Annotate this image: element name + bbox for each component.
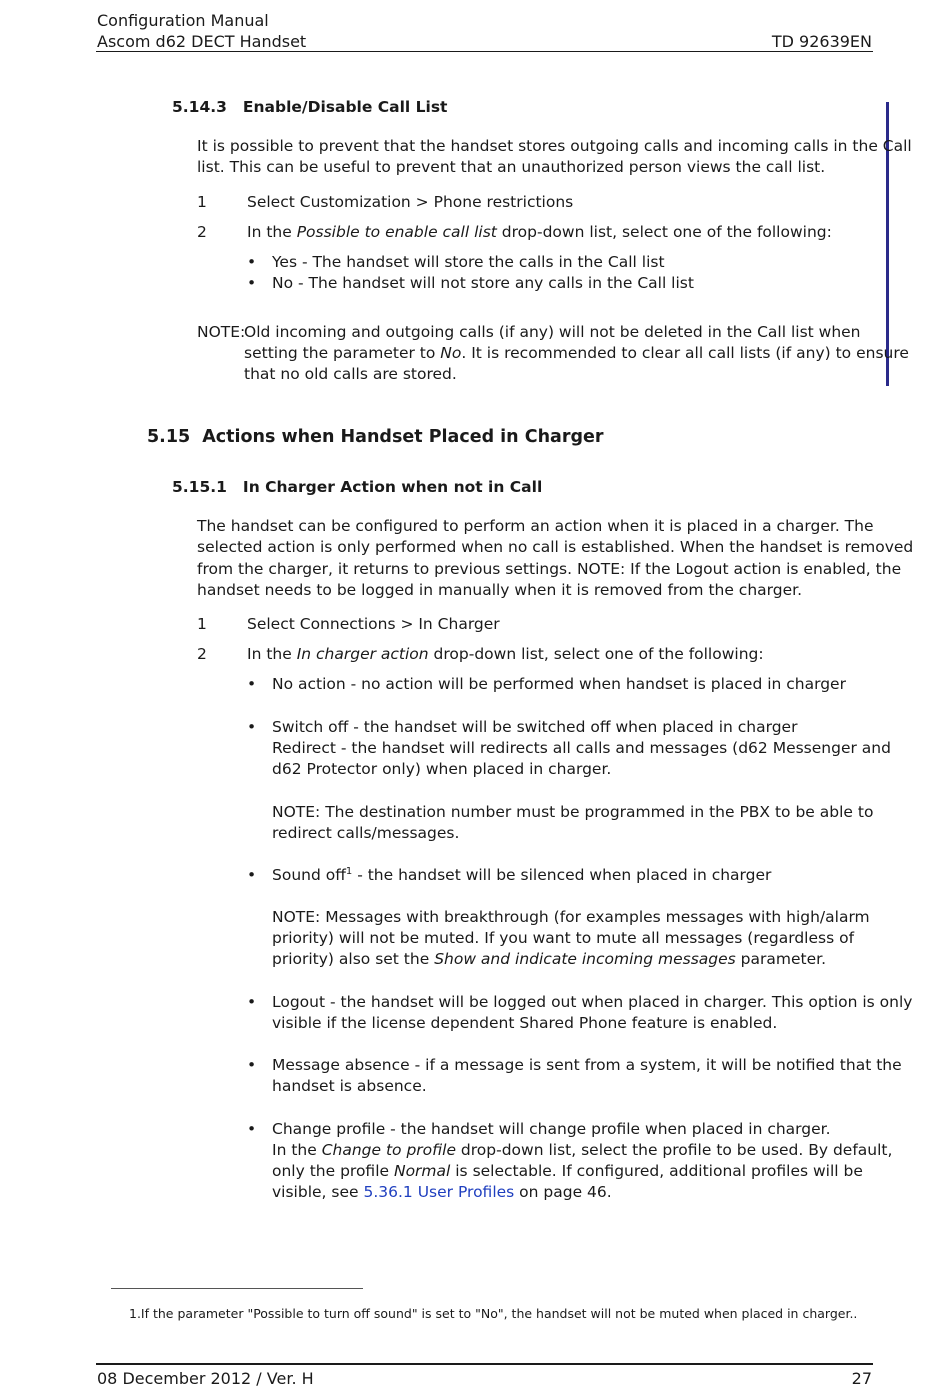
bullet-item: • Logout - the handset will be logged out when placed in charger. This option is only visible if the license dependent Shared Phone feature is enabled.: [247, 993, 913, 1032]
header-product: Ascom d62 DECT Handset: [97, 32, 307, 51]
section-5-15-1-intro: The handset can be configured to perform an action when it is placed in a charger. The selected action is only performed when no call is established. When the handset is removed from the charger, it returns to previous settings. NOTE: If the Logout action is enabled, the handset needs to be logged in manually when it is removed from the charger.: [197, 517, 914, 599]
user-profiles-link[interactable]: 5.36.1 User Profiles: [363, 1183, 515, 1201]
header-rule: [96, 51, 873, 52]
footer-date-version: 08 December 2012 / Ver. H: [97, 1369, 314, 1388]
note-5-14-3: NOTE: Old incoming and outgoing calls (if any) will not be deleted in the Call list when setting the parameter to No. It is recommended to clear all call lists (if any) to ensure that no old calls are stored.: [197, 323, 909, 383]
page-number: 27: [851, 1369, 872, 1388]
footer-rule: [96, 1363, 873, 1365]
bullet-item: • No - The handset will not store any calls in the Call list: [247, 274, 694, 292]
header-title: Configuration Manual: [97, 11, 269, 30]
section-heading-5-14-3: 5.14.3 Enable/Disable Call List: [172, 98, 448, 116]
section-heading-5-15-1: 5.15.1 In Charger Action when not in Call: [172, 478, 543, 496]
header-doc-id: TD 92639EN: [771, 32, 872, 51]
bullet-item: • Message absence - if a message is sent from a system, it will be notified that the handset is absence.: [247, 1056, 902, 1095]
bullet-item: • Change profile - the handset will change profile when placed in charger. In the Change to profile drop-down list, select the profile to be used. By default, only the profile Normal is selectable. If configured, additional profiles will be visible, see 5.36.1 User Profiles on page 46.: [247, 1120, 893, 1201]
section-heading-5-15: 5.15 Actions when Handset Placed in Charger: [147, 427, 604, 447]
footnote-ref: 1: [345, 866, 353, 877]
footnote: 1.If the parameter "Possible to turn off sound" is set to "No", the handset will not be muted when placed in charger..: [129, 1306, 858, 1321]
bullet-item: • Yes - The handset will store the calls in the Call list: [247, 253, 665, 271]
footnote-rule: [111, 1288, 363, 1289]
bullet-item: • No action - no action will be performed when handset is placed in charger: [247, 675, 846, 693]
bullet-item: • Switch off - the handset will be switched off when placed in charger Redirect - the handset will redirects all calls and messages (d62 Messenger and d62 Protector only) when placed in charger. NOTE: The destination number must be programmed in the PBX to be able to redirect calls/messages.: [247, 718, 891, 842]
section-5-14-3-intro: It is possible to prevent that the handset stores outgoing calls and incoming calls in the Call list. This can be useful to prevent that an unauthorized person views the call list.: [197, 137, 912, 177]
bullet-item: • Sound off$^1$ - the handset will be silenced when placed in charger NOTE: Messages with breakthrough (for examples messages with high/alarm priority) will not be muted. If you want to mute all messages (regardless of priority) also set the Show and indicate incoming messages parameter.: [247, 866, 870, 968]
